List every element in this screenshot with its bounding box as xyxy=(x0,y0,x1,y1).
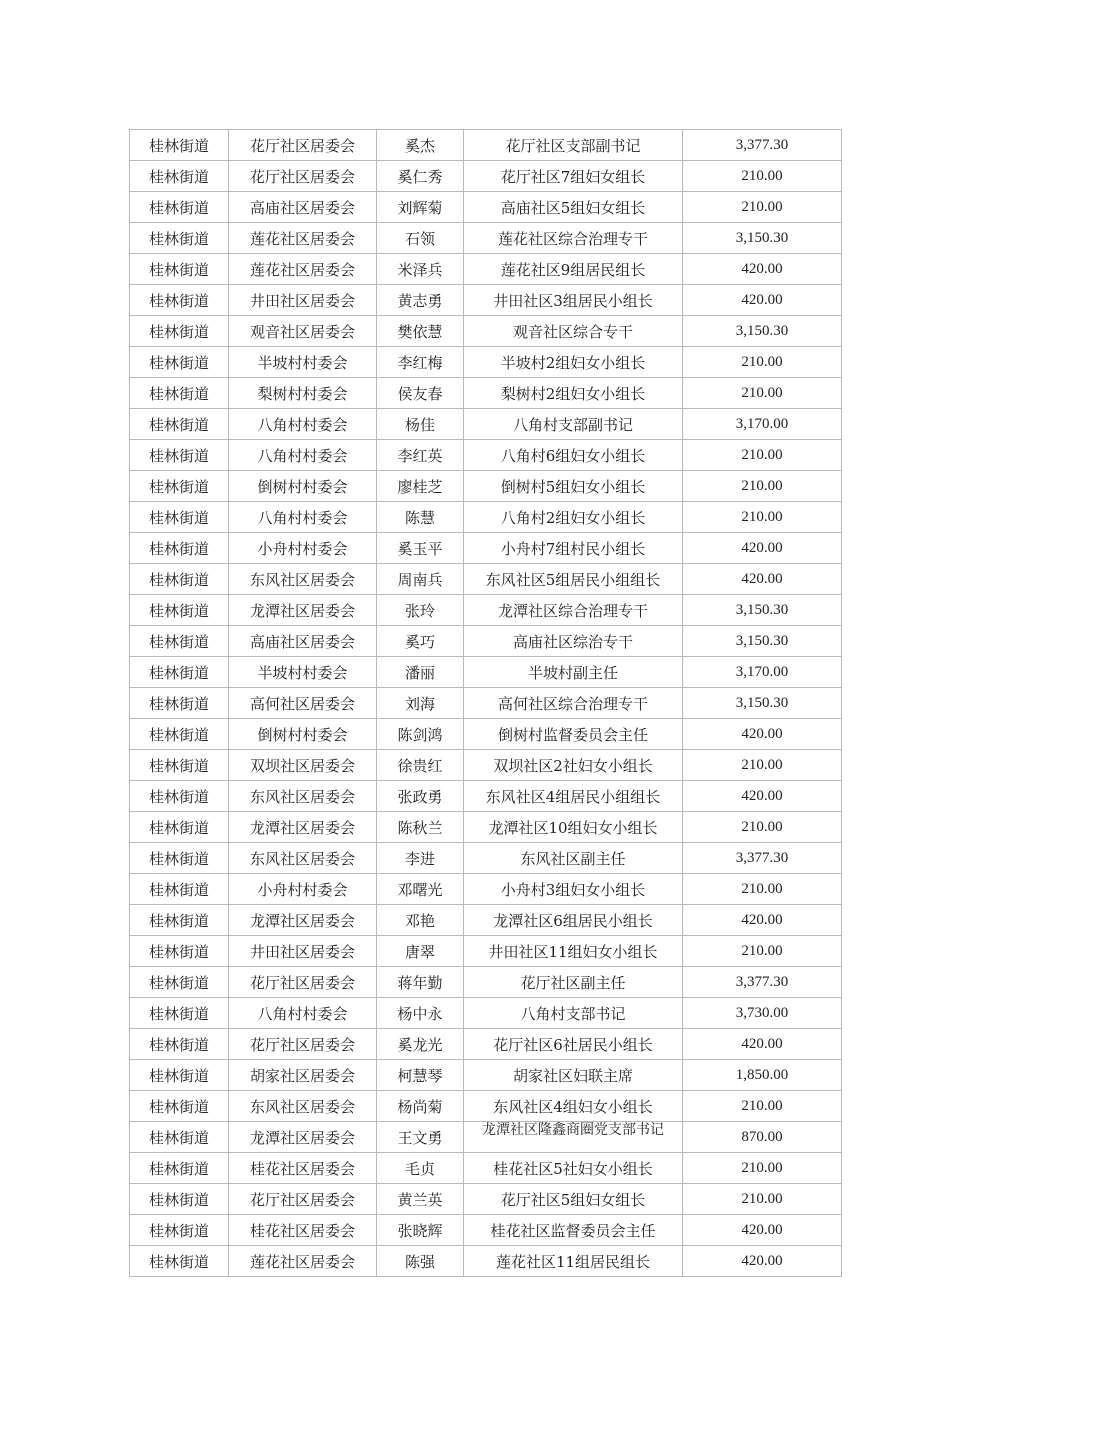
amount-cell: 3,150.30 xyxy=(683,223,842,254)
amount-cell: 3,377.30 xyxy=(683,130,842,161)
name-cell: 邓艳 xyxy=(377,905,464,936)
position-cell: 龙潭社区综合治理专干 xyxy=(464,595,683,626)
committee-cell: 东风社区居委会 xyxy=(229,1091,377,1122)
amount-cell: 420.00 xyxy=(683,719,842,750)
street-cell: 桂林街道 xyxy=(130,781,229,812)
amount-cell: 210.00 xyxy=(683,812,842,843)
table-row xyxy=(130,1091,842,1122)
street-cell: 桂林街道 xyxy=(130,967,229,998)
position-cell xyxy=(464,1122,683,1153)
committee-cell: 八角村村委会 xyxy=(229,998,377,1029)
table-row xyxy=(130,316,842,347)
position-cell: 倒树村5组妇女小组长 xyxy=(464,471,683,502)
position-cell: 花厅社区副主任 xyxy=(464,967,683,998)
amount-cell: 420.00 xyxy=(683,1215,842,1246)
name-cell: 杨尚菊 xyxy=(377,1091,464,1122)
committee-cell: 龙潭社区居委会 xyxy=(229,595,377,626)
table-row xyxy=(130,1029,842,1060)
street-cell: 桂林街道 xyxy=(130,1215,229,1246)
name-cell: 蒋年勤 xyxy=(377,967,464,998)
position-cell: 花厅社区7组妇女组长 xyxy=(464,161,683,192)
position-cell: 高庙社区综治专干 xyxy=(464,626,683,657)
street-cell: 桂林街道 xyxy=(130,1184,229,1215)
committee-cell: 花厅社区居委会 xyxy=(229,161,377,192)
table-row xyxy=(130,874,842,905)
position-cell: 八角村6组妇女小组长 xyxy=(464,440,683,471)
name-cell: 周南兵 xyxy=(377,564,464,595)
table-row xyxy=(130,1246,842,1277)
committee-cell: 高庙社区居委会 xyxy=(229,192,377,223)
street-cell: 桂林街道 xyxy=(130,905,229,936)
street-cell: 桂林街道 xyxy=(130,347,229,378)
amount-cell: 210.00 xyxy=(683,936,842,967)
committee-cell: 八角村村委会 xyxy=(229,502,377,533)
committee-cell: 倒树村村委会 xyxy=(229,471,377,502)
amount-cell: 420.00 xyxy=(683,1029,842,1060)
street-cell: 桂林街道 xyxy=(130,998,229,1029)
name-cell: 奚巧 xyxy=(377,626,464,657)
committee-cell: 井田社区居委会 xyxy=(229,285,377,316)
committee-cell: 莲花社区居委会 xyxy=(229,1246,377,1277)
table-row xyxy=(130,378,842,409)
committee-cell: 高何社区居委会 xyxy=(229,688,377,719)
amount-cell: 210.00 xyxy=(683,471,842,502)
name-cell: 奚仁秀 xyxy=(377,161,464,192)
amount-cell: 420.00 xyxy=(683,533,842,564)
committee-cell: 小舟村村委会 xyxy=(229,533,377,564)
position-cell: 龙潭社区10组妇女小组长 xyxy=(464,812,683,843)
street-cell: 桂林街道 xyxy=(130,657,229,688)
name-cell: 潘丽 xyxy=(377,657,464,688)
name-cell: 王文勇 xyxy=(377,1122,464,1153)
street-cell: 桂林街道 xyxy=(130,161,229,192)
street-cell: 桂林街道 xyxy=(130,471,229,502)
position-cell: 东风社区5组居民小组组长 xyxy=(464,564,683,595)
table-row xyxy=(130,223,842,254)
amount-cell: 210.00 xyxy=(683,378,842,409)
street-cell: 桂林街道 xyxy=(130,285,229,316)
street-cell: 桂林街道 xyxy=(130,316,229,347)
position-cell: 观音社区综合专干 xyxy=(464,316,683,347)
street-cell: 桂林街道 xyxy=(130,1060,229,1091)
name-cell: 陈慧 xyxy=(377,502,464,533)
amount-cell: 3,377.30 xyxy=(683,967,842,998)
street-cell: 桂林街道 xyxy=(130,595,229,626)
subsidy-table xyxy=(129,129,842,1277)
position-cell: 梨树村2组妇女小组长 xyxy=(464,378,683,409)
position-text-wrapped: 龙潭社区隆鑫商圈党支部书记 xyxy=(482,1122,664,1138)
street-cell: 桂林街道 xyxy=(130,843,229,874)
position-cell: 胡家社区妇联主席 xyxy=(464,1060,683,1091)
committee-cell: 胡家社区居委会 xyxy=(229,1060,377,1091)
position-cell: 东风社区副主任 xyxy=(464,843,683,874)
position-cell: 东风社区4组妇女小组长 xyxy=(464,1091,683,1122)
committee-cell: 桂花社区居委会 xyxy=(229,1153,377,1184)
street-cell: 桂林街道 xyxy=(130,564,229,595)
street-cell: 桂林街道 xyxy=(130,1029,229,1060)
amount-cell: 3,150.30 xyxy=(683,626,842,657)
amount-cell: 420.00 xyxy=(683,254,842,285)
position-cell: 井田社区3组居民小组长 xyxy=(464,285,683,316)
position-cell: 龙潭社区6组居民小组长 xyxy=(464,905,683,936)
committee-cell: 花厅社区居委会 xyxy=(229,1029,377,1060)
committee-cell: 龙潭社区居委会 xyxy=(229,905,377,936)
table-row xyxy=(130,533,842,564)
table-row xyxy=(130,192,842,223)
name-cell: 李红英 xyxy=(377,440,464,471)
table-row xyxy=(130,595,842,626)
committee-cell: 莲花社区居委会 xyxy=(229,254,377,285)
position-cell: 桂花社区监督委员会主任 xyxy=(464,1215,683,1246)
name-cell: 黄志勇 xyxy=(377,285,464,316)
name-cell: 石领 xyxy=(377,223,464,254)
amount-cell: 3,150.30 xyxy=(683,316,842,347)
amount-cell: 420.00 xyxy=(683,285,842,316)
table-row xyxy=(130,750,842,781)
street-cell: 桂林街道 xyxy=(130,440,229,471)
table-row xyxy=(130,1153,842,1184)
street-cell: 桂林街道 xyxy=(130,719,229,750)
committee-cell: 桂花社区居委会 xyxy=(229,1215,377,1246)
street-cell: 桂林街道 xyxy=(130,750,229,781)
table-row xyxy=(130,843,842,874)
name-cell: 陈秋兰 xyxy=(377,812,464,843)
amount-cell: 3,730.00 xyxy=(683,998,842,1029)
committee-cell: 八角村村委会 xyxy=(229,409,377,440)
name-cell: 米泽兵 xyxy=(377,254,464,285)
name-cell: 陈强 xyxy=(377,1246,464,1277)
amount-cell: 3,150.30 xyxy=(683,688,842,719)
committee-cell: 八角村村委会 xyxy=(229,440,377,471)
amount-cell: 420.00 xyxy=(683,1246,842,1277)
committee-cell: 花厅社区居委会 xyxy=(229,967,377,998)
table-row xyxy=(130,1060,842,1091)
position-cell: 桂花社区5社妇女小组长 xyxy=(464,1153,683,1184)
amount-cell: 210.00 xyxy=(683,161,842,192)
table-row xyxy=(130,905,842,936)
position-cell: 小舟村7组村民小组长 xyxy=(464,533,683,564)
amount-cell: 210.00 xyxy=(683,1091,842,1122)
name-cell: 毛贞 xyxy=(377,1153,464,1184)
street-cell: 桂林街道 xyxy=(130,688,229,719)
committee-cell: 东风社区居委会 xyxy=(229,843,377,874)
amount-cell: 3,170.00 xyxy=(683,409,842,440)
committee-cell: 花厅社区居委会 xyxy=(229,130,377,161)
table-row xyxy=(130,688,842,719)
position-cell: 井田社区11组妇女小组长 xyxy=(464,936,683,967)
street-cell: 桂林街道 xyxy=(130,626,229,657)
street-cell: 桂林街道 xyxy=(130,1153,229,1184)
name-cell: 柯慧琴 xyxy=(377,1060,464,1091)
table-row xyxy=(130,967,842,998)
table-row xyxy=(130,1215,842,1246)
committee-cell: 高庙社区居委会 xyxy=(229,626,377,657)
committee-cell: 半坡村村委会 xyxy=(229,347,377,378)
position-cell: 倒树村监督委员会主任 xyxy=(464,719,683,750)
position-cell: 高何社区综合治理专干 xyxy=(464,688,683,719)
table-row xyxy=(130,564,842,595)
name-cell: 杨佳 xyxy=(377,409,464,440)
name-cell: 邓曙光 xyxy=(377,874,464,905)
position-cell: 半坡村副主任 xyxy=(464,657,683,688)
committee-cell: 东风社区居委会 xyxy=(229,564,377,595)
table-row xyxy=(130,781,842,812)
amount-cell: 210.00 xyxy=(683,874,842,905)
amount-cell: 3,170.00 xyxy=(683,657,842,688)
name-cell: 徐贵红 xyxy=(377,750,464,781)
street-cell: 桂林街道 xyxy=(130,1091,229,1122)
position-cell: 花厅社区6社居民小组长 xyxy=(464,1029,683,1060)
amount-cell: 870.00 xyxy=(683,1122,842,1153)
table-row xyxy=(130,254,842,285)
street-cell: 桂林街道 xyxy=(130,812,229,843)
committee-cell: 倒树村村委会 xyxy=(229,719,377,750)
table-row xyxy=(130,130,842,161)
position-cell: 莲花社区11组居民组长 xyxy=(464,1246,683,1277)
table-row xyxy=(130,719,842,750)
table-row xyxy=(130,936,842,967)
name-cell: 李进 xyxy=(377,843,464,874)
street-cell: 桂林街道 xyxy=(130,533,229,564)
position-cell: 莲花社区综合治理专干 xyxy=(464,223,683,254)
position-cell: 半坡村2组妇女小组长 xyxy=(464,347,683,378)
table-row xyxy=(130,440,842,471)
name-cell: 刘辉菊 xyxy=(377,192,464,223)
amount-cell: 3,150.30 xyxy=(683,595,842,626)
committee-cell: 花厅社区居委会 xyxy=(229,1184,377,1215)
committee-cell: 观音社区居委会 xyxy=(229,316,377,347)
name-cell: 奚杰 xyxy=(377,130,464,161)
amount-cell: 210.00 xyxy=(683,1153,842,1184)
amount-cell: 210.00 xyxy=(683,347,842,378)
committee-cell: 梨树村村委会 xyxy=(229,378,377,409)
name-cell: 李红梅 xyxy=(377,347,464,378)
name-cell: 张玲 xyxy=(377,595,464,626)
position-cell: 东风社区4组居民小组组长 xyxy=(464,781,683,812)
name-cell: 张晓辉 xyxy=(377,1215,464,1246)
position-cell: 八角村支部副书记 xyxy=(464,409,683,440)
committee-cell: 半坡村村委会 xyxy=(229,657,377,688)
amount-cell: 210.00 xyxy=(683,750,842,781)
table-row xyxy=(130,347,842,378)
street-cell: 桂林街道 xyxy=(130,874,229,905)
amount-cell: 420.00 xyxy=(683,564,842,595)
committee-cell: 龙潭社区居委会 xyxy=(229,1122,377,1153)
name-cell: 唐翠 xyxy=(377,936,464,967)
position-cell: 八角村2组妇女小组长 xyxy=(464,502,683,533)
street-cell: 桂林街道 xyxy=(130,502,229,533)
table-body xyxy=(130,130,842,1277)
table-row xyxy=(130,812,842,843)
table-row xyxy=(130,1184,842,1215)
name-cell: 廖桂芝 xyxy=(377,471,464,502)
position-cell: 高庙社区5组妇女组长 xyxy=(464,192,683,223)
table-row xyxy=(130,502,842,533)
position-cell: 花厅社区支部副书记 xyxy=(464,130,683,161)
position-cell: 花厅社区5组妇女组长 xyxy=(464,1184,683,1215)
committee-cell: 小舟村村委会 xyxy=(229,874,377,905)
street-cell: 桂林街道 xyxy=(130,378,229,409)
committee-cell: 莲花社区居委会 xyxy=(229,223,377,254)
position-cell: 八角村支部书记 xyxy=(464,998,683,1029)
amount-cell: 1,850.00 xyxy=(683,1060,842,1091)
committee-cell: 东风社区居委会 xyxy=(229,781,377,812)
amount-cell: 210.00 xyxy=(683,502,842,533)
street-cell: 桂林街道 xyxy=(130,1246,229,1277)
table-row xyxy=(130,657,842,688)
street-cell: 桂林街道 xyxy=(130,192,229,223)
position-cell: 双坝社区2社妇女小组长 xyxy=(464,750,683,781)
name-cell: 樊依慧 xyxy=(377,316,464,347)
amount-cell: 3,377.30 xyxy=(683,843,842,874)
name-cell: 黄兰英 xyxy=(377,1184,464,1215)
name-cell: 奚龙光 xyxy=(377,1029,464,1060)
committee-cell: 龙潭社区居委会 xyxy=(229,812,377,843)
table-row xyxy=(130,1122,842,1153)
committee-cell: 双坝社区居委会 xyxy=(229,750,377,781)
table-row xyxy=(130,285,842,316)
street-cell: 桂林街道 xyxy=(130,223,229,254)
street-cell: 桂林街道 xyxy=(130,254,229,285)
name-cell: 奚玉平 xyxy=(377,533,464,564)
table-row xyxy=(130,161,842,192)
table-row xyxy=(130,998,842,1029)
street-cell: 桂林街道 xyxy=(130,130,229,161)
amount-cell: 210.00 xyxy=(683,192,842,223)
amount-cell: 210.00 xyxy=(683,1184,842,1215)
name-cell: 陈剑鸿 xyxy=(377,719,464,750)
name-cell: 张政勇 xyxy=(377,781,464,812)
street-cell: 桂林街道 xyxy=(130,936,229,967)
position-cell: 小舟村3组妇女小组长 xyxy=(464,874,683,905)
amount-cell: 420.00 xyxy=(683,905,842,936)
amount-cell: 210.00 xyxy=(683,440,842,471)
street-cell: 桂林街道 xyxy=(130,409,229,440)
table-row xyxy=(130,626,842,657)
name-cell: 杨中永 xyxy=(377,998,464,1029)
street-cell: 桂林街道 xyxy=(130,1122,229,1153)
amount-cell: 420.00 xyxy=(683,781,842,812)
name-cell: 侯友春 xyxy=(377,378,464,409)
committee-cell: 井田社区居委会 xyxy=(229,936,377,967)
table-row xyxy=(130,471,842,502)
table-row xyxy=(130,409,842,440)
name-cell: 刘海 xyxy=(377,688,464,719)
position-cell: 莲花社区9组居民组长 xyxy=(464,254,683,285)
